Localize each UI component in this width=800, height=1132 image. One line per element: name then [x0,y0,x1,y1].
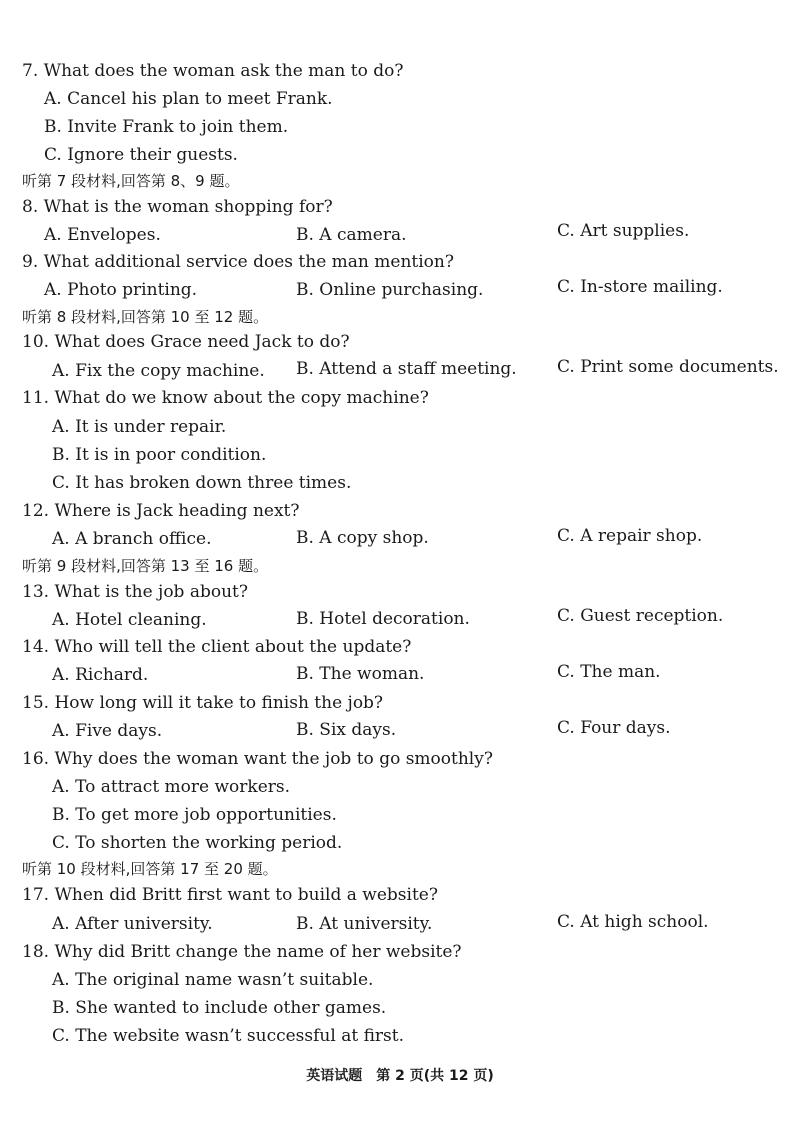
question-9-option-b: B. Online purchasing. [296,280,484,300]
question-13-stem: 13. What is the job about? [22,582,248,602]
section-note-7: 听第 7 段材料,回答第 8、9 题。 [22,172,240,190]
question-9-option-c: C. In-store mailing. [557,277,723,297]
question-13-option-b: B. Hotel decoration. [296,609,470,629]
page-footer: 英语试题 第 2 页(共 12 页) [306,1068,494,1084]
question-7-option-a: A. Cancel his plan to meet Frank. [44,89,333,109]
question-17-stem: 17. When did Britt first want to build a website? [22,885,438,905]
question-9-option-a: A. Photo printing. [44,280,198,300]
question-15-option-c: C. Four days. [557,718,671,738]
question-11-stem: 11. What do we know about the copy machine? [22,388,429,408]
question-10-stem: 10. What does Grace need Jack to do? [22,332,350,352]
question-10-option-c: C. Print some documents. [557,357,779,377]
question-12-option-a: A. A branch office. [52,529,212,549]
question-7-option-b: B. Invite Frank to join them. [44,117,289,137]
question-8-option-b: B. A camera. [296,225,407,245]
question-15-option-a: A. Five days. [52,721,163,741]
question-11-option-c: C. It has broken down three times. [52,473,352,493]
question-14-option-b: B. The woman. [296,664,425,684]
section-note-10: 听第 10 段材料,回答第 17 至 20 题。 [22,860,278,878]
question-16-option-b: B. To get more job opportunities. [52,805,337,825]
question-18-option-a: A. The original name wasn’t suitable. [52,970,374,990]
question-15-option-b: B. Six days. [296,720,397,740]
question-16-option-c: C. To shorten the working period. [52,833,343,853]
question-15-stem: 15. How long will it take to finish the job? [22,693,384,713]
question-11-option-b: B. It is in poor condition. [52,445,267,465]
question-10-option-b: B. Attend a staff meeting. [296,359,517,379]
question-14-option-c: C. The man. [557,662,661,682]
question-7-stem: 7. What does the woman ask the man to do? [22,61,404,81]
question-17-option-a: A. After university. [52,914,213,934]
question-18-stem: 18. Why did Britt change the name of her website? [22,942,462,962]
question-9-stem: 9. What additional service does the man mention? [22,252,454,272]
question-8-stem: 8. What is the woman shopping for? [22,197,333,217]
question-12-stem: 12. Where is Jack heading next? [22,501,300,521]
question-12-option-b: B. A copy shop. [296,528,429,548]
question-17-option-b: B. At university. [296,914,433,934]
question-16-option-a: A. To attract more workers. [52,777,291,797]
section-note-8: 听第 8 段材料,回答第 10 至 12 题。 [22,308,269,326]
question-14-option-a: A. Richard. [52,665,149,685]
question-10-option-a: A. Fix the copy machine. [52,361,265,381]
question-11-option-a: A. It is under repair. [52,417,227,437]
question-17-option-c: C. At high school. [557,912,709,932]
question-13-option-c: C. Guest reception. [557,606,724,626]
question-18-option-c: C. The website wasn’t successful at first. [52,1026,405,1046]
question-14-stem: 14. Who will tell the client about the update? [22,637,412,657]
question-16-stem: 16. Why does the woman want the job to go smoothly? [22,749,493,769]
question-18-option-b: B. She wanted to include other games. [52,998,387,1018]
question-8-option-c: C. Art supplies. [557,221,690,241]
question-8-option-a: A. Envelopes. [44,225,161,245]
section-note-9: 听第 9 段材料,回答第 13 至 16 题。 [22,557,269,575]
question-13-option-a: A. Hotel cleaning. [52,610,207,630]
question-7-option-c: C. Ignore their guests. [44,145,238,165]
question-12-option-c: C. A repair shop. [557,526,703,546]
